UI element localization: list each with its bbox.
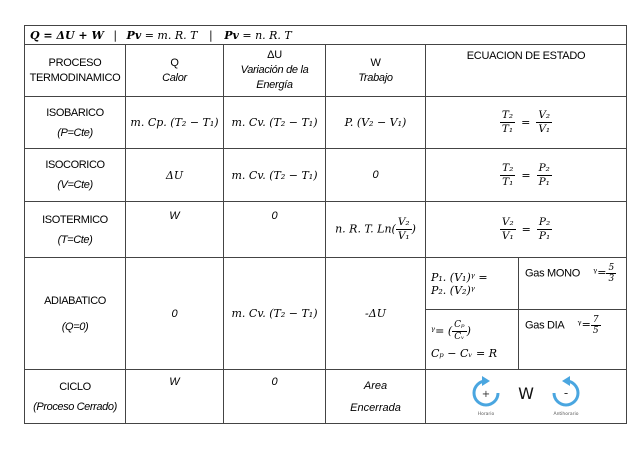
- thermo-table-sheet: [24, 25, 626, 424]
- denominator: V₁: [501, 230, 514, 242]
- q-cell: ΔU: [126, 149, 224, 202]
- gas-mono-cell: [519, 258, 627, 310]
- w-cell: P. (V₂ − V₁): [326, 97, 426, 149]
- row-adiabatico: [25, 258, 627, 310]
- gamma-definition: [431, 320, 518, 343]
- state-equation-cell: $\frac{\text{T₂}}{\text{T₁}}$ = $\frac{\text{P₂}}{\text{P₁}}$: [426, 149, 627, 202]
- fraction: [500, 162, 515, 189]
- q-cell: W: [126, 370, 224, 424]
- q-cell: m. Cp. (T₂ − T₁): [126, 97, 224, 149]
- formula-pv-lhs: Pv: [126, 28, 142, 42]
- header-w-label: Trabajo: [358, 71, 393, 84]
- header-du-symbol: ΔU: [267, 49, 282, 61]
- numerator: V₂: [501, 216, 514, 228]
- du-cell: m. Cv. (T₂ − T₁): [224, 258, 326, 370]
- numerator: T₂: [501, 109, 514, 121]
- header-w: [326, 45, 426, 97]
- gas-dia-cell: [519, 310, 627, 370]
- negative-sign: -: [563, 386, 569, 400]
- header-q: [126, 45, 224, 97]
- process-name: CICLO: [59, 380, 91, 393]
- row-isobarico: [25, 97, 627, 149]
- numerator: 7: [592, 315, 599, 325]
- process-condition: (Proceso Cerrado): [33, 400, 117, 413]
- cycle-direction-diagram: [426, 371, 626, 419]
- positive-sign: +: [481, 389, 491, 400]
- fraction: [500, 216, 516, 243]
- q-cell: W: [126, 202, 224, 258]
- process-name-cell: [25, 149, 126, 202]
- numerator: V₂: [538, 109, 551, 121]
- denominator: T₁: [501, 123, 514, 135]
- header-q-symbol: Q: [170, 56, 179, 69]
- denominator: P₁: [538, 230, 551, 242]
- w-area-line1: Area: [363, 379, 388, 392]
- process-name: ISOTERMICO: [42, 213, 108, 226]
- header-q-label: Calor: [162, 71, 187, 84]
- formula-pv-nrt: = n. R. T: [242, 28, 292, 42]
- header-row: [25, 45, 627, 97]
- header-ecuacion: [426, 45, 627, 97]
- denominator: V₁: [538, 123, 551, 135]
- fraction: [500, 109, 515, 136]
- denominator: V₁: [397, 230, 410, 242]
- numerator: T₂: [502, 161, 514, 174]
- numerator: 5: [608, 263, 615, 273]
- process-name: ISOCORICO: [45, 159, 105, 171]
- fraction: [537, 162, 552, 189]
- fraction: [606, 263, 616, 284]
- denominator: P₁: [538, 175, 550, 188]
- process-name-cell: [25, 258, 126, 370]
- process-condition: (P=Cte): [57, 126, 93, 139]
- fraction: [536, 109, 552, 136]
- fraction: [452, 320, 467, 343]
- work-symbol: W: [518, 384, 534, 403]
- gamma-lhs: ᵞ= (: [431, 323, 453, 337]
- counterclockwise-caption: Antihorario: [553, 412, 579, 417]
- header-w-symbol: W: [370, 56, 381, 69]
- process-condition: (T=Cte): [57, 233, 93, 246]
- fraction: [537, 216, 552, 243]
- process-name: ISOBARICO: [46, 106, 104, 119]
- gamma-definition-cell: [426, 310, 519, 370]
- du-cell: 0: [224, 370, 326, 424]
- process-name-cell: [25, 97, 126, 149]
- header-proceso-line1: PROCESO: [48, 56, 102, 69]
- q-cell: 0: [126, 258, 224, 370]
- process-condition: (V=Cte): [57, 179, 93, 191]
- formula-pv-mrt: = m. R. T: [144, 28, 198, 42]
- du-cell: 0: [224, 202, 326, 258]
- state-equation-cell: $\frac{\text{V₂}}{\text{V₁}}$ = $\frac{\text{P₂}}{\text{P₁}}$: [426, 202, 627, 258]
- adiabatic-eq-line2: P₂. (V₂)ᵞ: [431, 283, 475, 297]
- gas-dia-label: Gas DIA: [525, 319, 565, 332]
- process-name-cell: [25, 202, 126, 258]
- formula-line: [25, 26, 627, 45]
- denominator: T₁: [502, 175, 514, 188]
- process-name-cell: [25, 370, 126, 424]
- state-equation-cell: $\frac{\text{T₂}}{\text{T₁}}$ = $\frac{\text{V₂}}{\text{V₁}}$: [426, 97, 627, 149]
- gas-dia-gamma: ᵞ=: [577, 318, 591, 332]
- thermo-process-table: [24, 25, 627, 424]
- w-isothermal-prefix: n. R. T. Ln(: [335, 222, 396, 236]
- w-cell: [326, 202, 426, 258]
- du-cell: m. Cv. (T₂ − T₁): [224, 97, 326, 149]
- fraction: [396, 216, 412, 243]
- process-name: ADIABATICO: [44, 294, 106, 307]
- denominator: 3: [608, 274, 615, 284]
- adiabatic-equation-cell: [426, 258, 519, 310]
- clockwise-caption: Horario: [477, 412, 495, 417]
- row-ciclo: [25, 370, 627, 424]
- cycle-diagram-cell: [426, 370, 627, 424]
- w-isothermal-suffix: ): [411, 222, 416, 236]
- counterclockwise-arrow-icon: [553, 376, 578, 417]
- adiabatic-eq-line1: P₁. (V₁)ᵞ =: [431, 270, 488, 284]
- numerator: P₂: [538, 161, 550, 174]
- denominator: 5: [592, 326, 599, 336]
- header-ecuacion-label: ECUACION DE ESTADO: [466, 50, 586, 62]
- clockwise-arrow-icon: [474, 376, 498, 417]
- mayer-relation: Cₚ − Cᵥ = R: [431, 346, 498, 360]
- formula-energy-balance: Q = ΔU + W: [30, 28, 104, 42]
- header-du-label-2: Energía: [256, 79, 293, 91]
- gas-mono-gamma: ᵞ=: [593, 266, 607, 280]
- header-du-label-1: Variación de la: [240, 64, 309, 76]
- w-cell: -ΔU: [326, 258, 426, 370]
- header-proceso: [25, 45, 126, 97]
- du-cell: m. Cv. (T₂ − T₁): [224, 149, 326, 202]
- row-isocorico: [25, 149, 627, 202]
- fraction: [591, 315, 601, 336]
- w-area-line2: Encerrada: [350, 401, 401, 414]
- formula-separator: |: [113, 28, 118, 42]
- header-proceso-line2: TERMODINAMICO: [29, 71, 121, 84]
- header-du: [224, 45, 326, 97]
- process-condition: (Q=0): [61, 320, 89, 333]
- formula-row: [25, 26, 627, 45]
- numerator: V₂: [397, 216, 410, 228]
- w-cell: 0: [326, 149, 426, 202]
- numerator: Cₚ: [454, 319, 465, 330]
- formula-separator: |: [208, 28, 213, 42]
- row-isotermico: [25, 202, 627, 258]
- gamma-rhs: ): [466, 323, 471, 337]
- numerator: P₂: [538, 216, 551, 228]
- formula-pv-lhs-2: Pv: [224, 28, 239, 42]
- denominator: Cᵥ: [454, 331, 465, 342]
- w-cell: [326, 370, 426, 424]
- gas-mono-label: Gas MONO: [525, 267, 581, 280]
